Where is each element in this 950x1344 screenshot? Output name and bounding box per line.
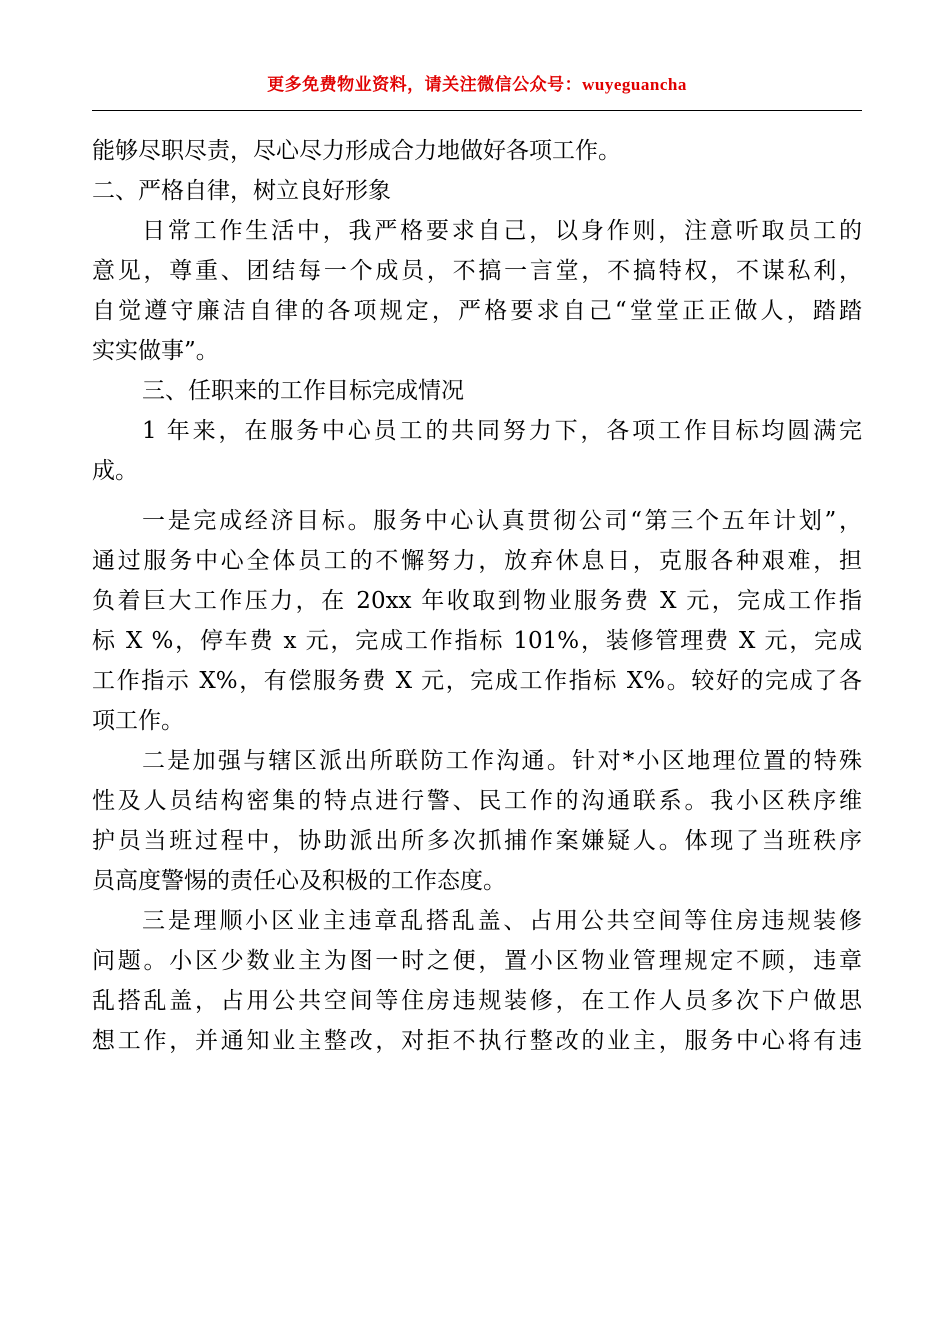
- body-line: 成。: [92, 458, 138, 484]
- body-line: 实实做事”。: [92, 338, 219, 364]
- body-line: 日常工作生活中，我严格要求自己，以身作则，注意听取员工的: [142, 218, 862, 244]
- body-line: 自觉遵守廉洁自律的各项规定，严格要求自己“堂堂正正做人，踏踏: [92, 298, 862, 324]
- body-line: 标 X %，停车费 x 元，完成工作指标 101%，装修管理费 X 元，完成: [92, 628, 862, 654]
- body-line: 1 年来，在服务中心员工的共同努力下，各项工作目标均圆满完: [142, 418, 862, 444]
- body-line: 项工作。: [92, 708, 184, 734]
- body-line: 负着巨大工作压力，在 20xx 年收取到物业服务费 X 元，完成工作指: [92, 588, 862, 614]
- body-line: 三是理顺小区业主违章乱搭乱盖、占用公共空间等住房违规装修: [142, 908, 862, 934]
- body-line: 问题。小区少数业主为图一时之便，置小区物业管理规定不顾，违章: [92, 948, 862, 974]
- body-line: 护员当班过程中，协助派出所多次抓捕作案嫌疑人。体现了当班秩序: [92, 828, 862, 854]
- body-line: 能够尽职尽责，尽心尽力形成合力地做好各项工作。: [92, 138, 621, 164]
- body-line: 想工作，并通知业主整改，对拒不执行整改的业主，服务中心将有违: [92, 1028, 862, 1054]
- body-line: 通过服务中心全体员工的不懈努力，放弃休息日，克服各种艰难，担: [92, 548, 862, 574]
- body-line: 一是完成经济目标。服务中心认真贯彻公司“第三个五年计划”，: [142, 508, 862, 534]
- paragraph-gap: [92, 491, 862, 501]
- section-heading: 二、严格自律，树立良好形象: [92, 178, 391, 204]
- header-banner: 更多免费物业资料，请关注微信公众号：wuyeguancha: [267, 75, 687, 94]
- body-line: 乱搭乱盖，占用公共空间等住房违规装修，在工作人员多次下户做思: [92, 988, 862, 1014]
- section-heading: 三、任职来的工作目标完成情况: [142, 378, 464, 404]
- body-line: 二是加强与辖区派出所联防工作沟通。针对*小区地理位置的特殊: [142, 748, 862, 774]
- body-line: 员高度警惕的责任心及积极的工作态度。: [92, 868, 506, 894]
- body-line: 性及人员结构密集的特点进行警、民工作的沟通联系。我小区秩序维: [92, 788, 862, 814]
- body-line: 工作指示 X%，有偿服务费 X 元，完成工作指标 X%。较好的完成了各: [92, 668, 862, 694]
- body-line: 意见，尊重、团结每一个成员，不搞一言堂，不搞特权，不谋私利，: [92, 258, 862, 284]
- header-divider: [92, 110, 862, 111]
- document-body: [92, 131, 862, 1061]
